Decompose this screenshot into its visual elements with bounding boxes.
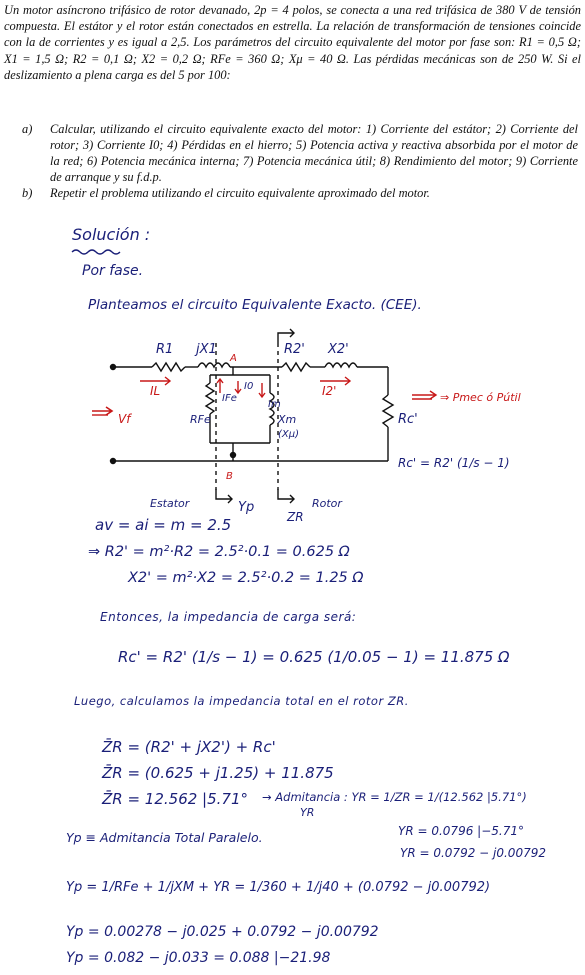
problem-item-b: [22, 185, 578, 201]
label-I0: I0: [244, 381, 254, 392]
label-Xmu: (Xμ): [278, 429, 300, 440]
label-rotor: Rotor: [312, 497, 342, 510]
label-estator: Estator: [150, 497, 190, 510]
label-R1: R1: [156, 342, 174, 357]
RFe-resistor: [206, 383, 214, 414]
per-phase-label: Por fase.: [82, 263, 144, 279]
label-IFe: IFe: [222, 393, 237, 404]
calc-line-9: Z̄R = 12.562 |5.71°: [102, 790, 249, 808]
calc-line-3: X2' = m²·X2 = 2.5²·0.2 = 1.25 Ω: [128, 570, 364, 586]
label-RFe: RFe: [190, 413, 211, 426]
R2p-resistor: [282, 363, 310, 371]
calc-line-2: ⇒ R2' = m²·R2 = 2.5²·0.1 = 0.625 Ω: [88, 544, 350, 560]
plan-text: Planteamos el circuito Equivalente Exacto. (CEE).: [88, 297, 422, 313]
problem-item-a: [22, 121, 578, 185]
R1-resistor: [152, 363, 185, 371]
item-label: a): [22, 122, 33, 136]
label-X2p: X2': [328, 342, 349, 357]
calc-Yp-1: Yp = 1/RFe + 1/jXM + YR = 1/360 + 1/j40 + (0.0792 − j0.00792): [66, 880, 491, 895]
calc-Yp-3: Yp = 0.082 − j0.033 = 0.088 |−21.98: [66, 950, 331, 966]
calc-Yp-def: Yp ≡ Admitancia Total Paralelo.: [66, 830, 263, 845]
problem-items: [22, 121, 578, 201]
item-text: Calcular, utilizando el circuito equivalente exacto del motor: 1) Corriente del estátor; 2) Corriente del rotor; 3) Corriente I0; 4) Pérdidas en el hierro; 5) Potencia activa y reactiva absorbida por el motor de la red; 6) Potencia mecánica interna; 7) Potencia mecánica útil; 8) Rendimiento del motor; 9) Corriente de arranque y su f.d.p.: [50, 122, 578, 184]
calc-Yp-2: Yp = 0.00278 − j0.025 + 0.0792 − j0.00792: [66, 924, 379, 940]
label-Pout: ⇒ Pmec ó Pútil: [440, 391, 521, 404]
problem-statement: Un motor asíncrono trifásico de rotor devanado, 2p = 4 polos, se conecta a una red trifásica de 380 V de tensión compuesta. El estátor y el rotor están conectados en estrella. La relación de transformación de tensiones coincide con la de corrientes y es igual a 2,5. Los parámetros del circuito equivalente del motor por fase son: R1 = 0,5 Ω; X1 = 1,5 Ω; R2 = 0,1 Ω; X2 = 0,2 Ω; RFe = 360 Ω; Xμ = 40 Ω. Las pérdidas mecánicas son de 250 W. Si el deslizamiento a plena carga es del 5 por 100:: [4, 3, 581, 82]
label-ZR: ZR: [287, 510, 304, 524]
Rcp-resistor: [383, 395, 393, 427]
X2p-inductor: [325, 363, 357, 367]
calc-line-4: Entonces, la impedancia de carga será:: [100, 610, 357, 624]
label-Rcp: Rc': [398, 412, 418, 427]
calc-line-6: Luego, calculamos la impedancia total en el rotor ZR.: [74, 694, 409, 708]
label-jX1: jX1: [196, 342, 217, 357]
calc-line-5: Rc' = R2' (1/s − 1) = 0.625 (1/0.05 − 1) = 11.875 Ω: [118, 648, 510, 666]
equivalent-circuit-diagram: [0, 315, 585, 524]
calc-YR-polar: YR = 0.0796 |−5.71°: [398, 824, 524, 838]
X1-inductor: [198, 363, 230, 367]
admittance-YR-label: YR: [300, 806, 315, 819]
calc-line-8: Z̄R = (0.625 + j1.25) + 11.875: [102, 764, 334, 782]
node-B: B: [226, 471, 233, 482]
calc-line-1: av = ai = m = 2.5: [95, 516, 232, 534]
solution-heading: Solución :: [72, 225, 151, 244]
calc-line-7: Z̄R = (R2' + jX2') + Rc': [102, 738, 276, 756]
node-A: A: [230, 353, 237, 364]
label-R2p: R2': [284, 342, 305, 357]
heading-underline: [70, 248, 140, 256]
label-IL: IL: [150, 384, 161, 398]
item-text: Repetir el problema utilizando el circuito equivalente aproximado del motor.: [50, 186, 430, 200]
label-I2p: I2': [322, 384, 337, 398]
admittance-YR-def: → Admitancia : YR = 1/ZR = 1/(12.562 |5.71°): [262, 790, 527, 804]
label-Vf: Vf: [118, 412, 131, 426]
item-label: b): [22, 186, 33, 200]
label-Rc-def: Rc' = R2' (1/s − 1): [398, 456, 510, 470]
label-Xm: Xm: [278, 413, 297, 426]
label-Yp: Yp: [238, 500, 255, 515]
calc-YR-rect: YR = 0.0792 − j0.00792: [400, 846, 546, 860]
label-Im: Im: [268, 399, 281, 410]
